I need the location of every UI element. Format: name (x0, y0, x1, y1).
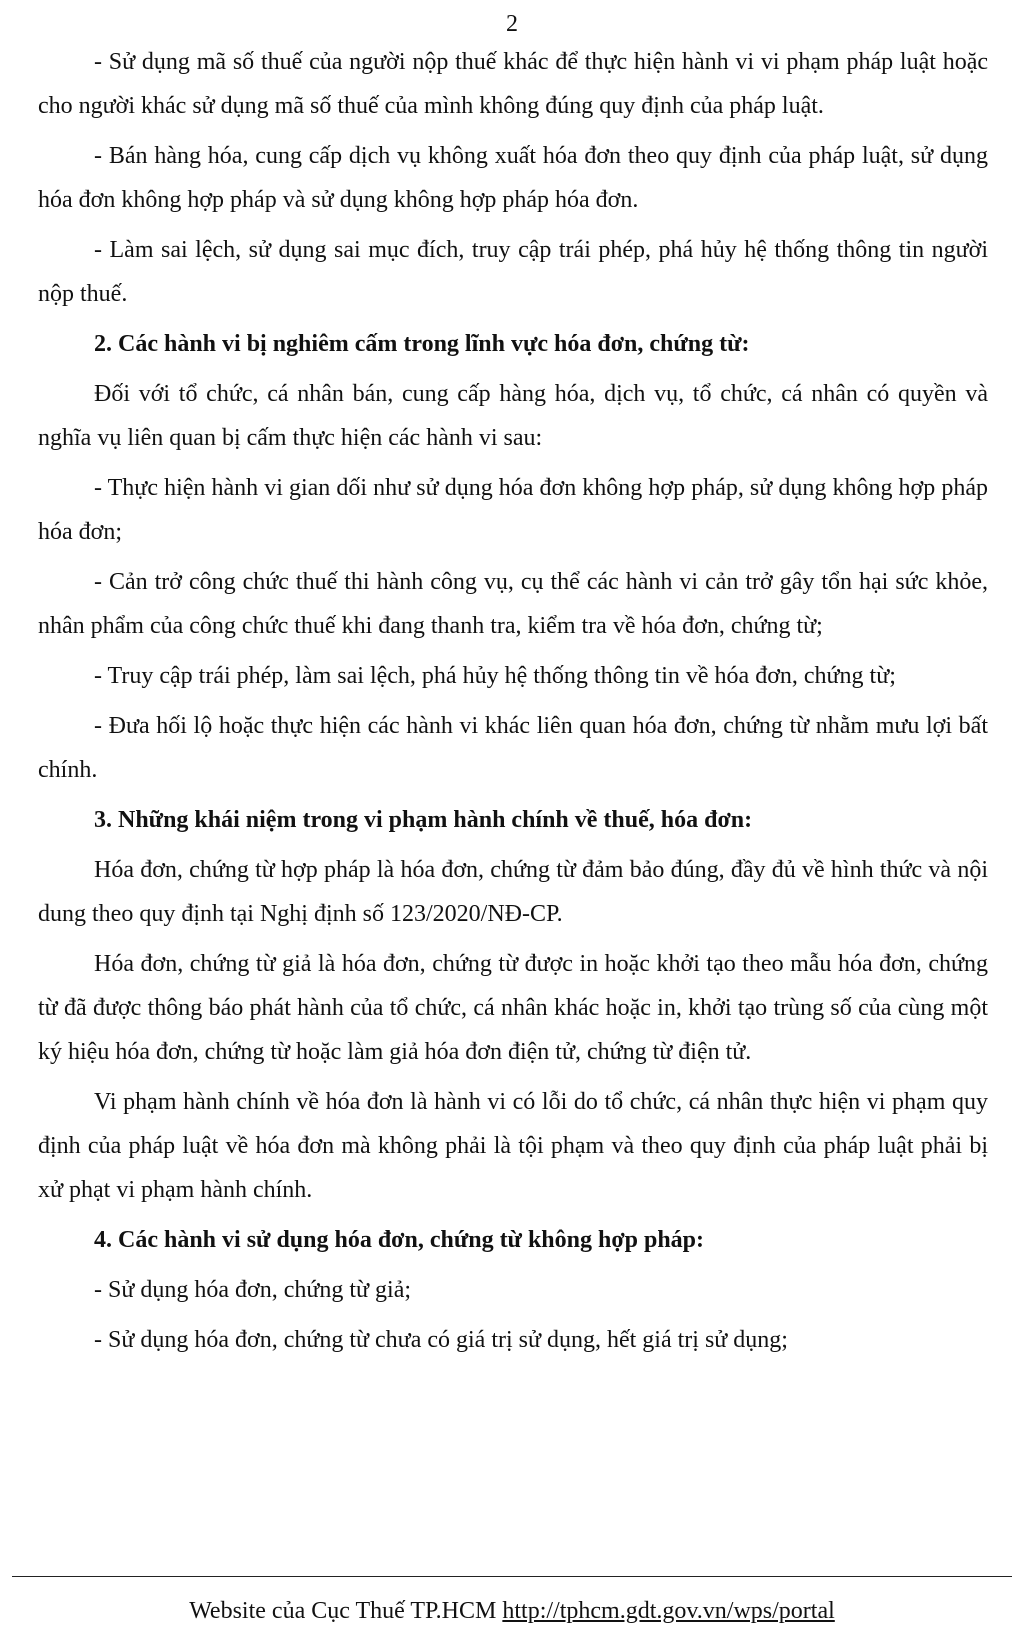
footer (0, 1594, 1024, 1628)
page-number: 2 (506, 11, 518, 37)
footer-link[interactable]: http://tphcm.gdt.gov.vn/wps/portal (502, 1598, 835, 1624)
section-heading: 4. Các hành vi sử dụng hóa đơn, chứng từ không hợp pháp: (94, 1227, 705, 1253)
paragraph: Hóa đơn, chứng từ giả là hóa đơn, chứng từ được in hoặc khởi tạo theo mẫu hóa đơn, chứng từ đã được thông báo phát hành của tổ chức, cá nhân khác hoặc in, khởi tạo trùng số của cùng một ký hiệu hóa đơn, chứng từ hoặc làm giả hóa đơn điện tử, chứng từ điện tử. (38, 951, 988, 1065)
paragraph: - Cản trở công chức thuế thi hành công vụ, cụ thể các hành vi cản trở gây tổn hại sức khỏe, nhân phẩm của công chức thuế khi đang thanh tra, kiểm tra về hóa đơn, chứng từ; (38, 569, 988, 639)
paragraph: Đối với tổ chức, cá nhân bán, cung cấp hàng hóa, dịch vụ, tổ chức, cá nhân có quyền và nghĩa vụ liên quan bị cấm thực hiện các hành vi sau: (38, 381, 988, 451)
paragraph: - Sử dụng mã số thuế của người nộp thuế khác để thực hiện hành vi vi phạm pháp luật hoặc cho người khác sử dụng mã số thuế của mình không đúng quy định của pháp luật. (38, 49, 988, 119)
document-body (38, 40, 988, 1368)
paragraph: Vi phạm hành chính về hóa đơn là hành vi có lỗi do tổ chức, cá nhân thực hiện vi phạm quy định của pháp luật về hóa đơn mà không phải là tội phạm và theo quy định của pháp luật phải bị xử phạt vi phạm hành chính. (38, 1089, 988, 1203)
paragraph: - Sử dụng hóa đơn, chứng từ chưa có giá trị sử dụng, hết giá trị sử dụng; (94, 1327, 788, 1353)
section-heading: 2. Các hành vi bị nghiêm cấm trong lĩnh vực hóa đơn, chứng từ: (94, 331, 750, 357)
paragraph: - Bán hàng hóa, cung cấp dịch vụ không xuất hóa đơn theo quy định của pháp luật, sử dụng hóa đơn không hợp pháp và sử dụng không hợp pháp hóa đơn. (38, 143, 988, 213)
footer-label: Website của Cục Thuế TP.HCM (189, 1598, 497, 1624)
paragraph: Hóa đơn, chứng từ hợp pháp là hóa đơn, chứng từ đảm bảo đúng, đầy đủ về hình thức và nội dung theo quy định tại Nghị định số 123/2020/NĐ-CP. (38, 857, 988, 927)
paragraph: - Đưa hối lộ hoặc thực hiện các hành vi khác liên quan hóa đơn, chứng từ nhằm mưu lợi bất chính. (38, 713, 988, 783)
section-heading: 3. Những khái niệm trong vi phạm hành chính về thuế, hóa đơn: (94, 807, 753, 833)
paragraph: - Thực hiện hành vi gian dối như sử dụng hóa đơn không hợp pháp, sử dụng không hợp pháp hóa đơn; (38, 475, 988, 545)
footer-divider (12, 1576, 1012, 1577)
paragraph: - Sử dụng hóa đơn, chứng từ giả; (94, 1277, 412, 1303)
paragraph: - Truy cập trái phép, làm sai lệch, phá hủy hệ thống thông tin về hóa đơn, chứng từ; (94, 663, 896, 689)
paragraph: - Làm sai lệch, sử dụng sai mục đích, truy cập trái phép, phá hủy hệ thống thông tin người nộp thuế. (38, 237, 988, 307)
